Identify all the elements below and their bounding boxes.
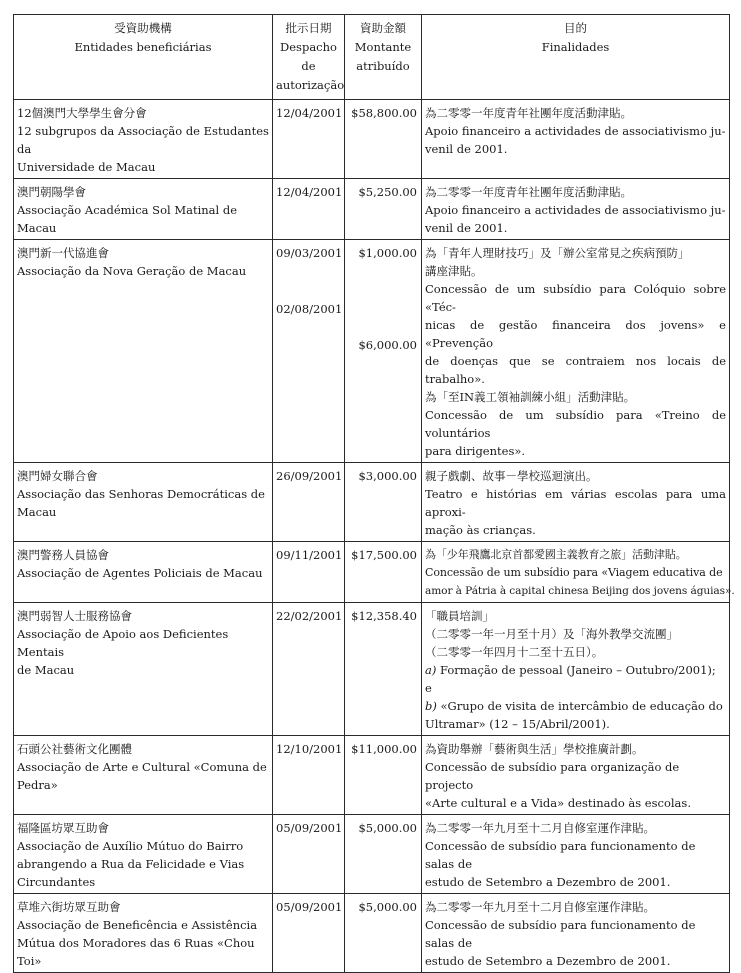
subsidy-table: [13, 14, 735, 973]
amount-cell: $5,250.00: [345, 179, 422, 240]
amount-cell: $12,358.40: [345, 603, 422, 736]
date-cell: 05/09/2001: [273, 894, 345, 973]
purpose-cell: 為二零零一年九月至十二月自修室運作津貼。 Concessão de subsídio para funcionamento de salas de estudo de Setembro a Dezembro de 2001.: [422, 894, 730, 973]
purpose-cell: 為二零零一年度青年社團年度活動津貼。 Apoio financeiro a actividades de associativismo ju- venil de 2001.: [422, 100, 730, 179]
entity-cell: 澳門婦女聯合會 Associação das Senhoras Democráticas de Macau: [14, 463, 273, 542]
amount-cell: $58,800.00: [345, 100, 422, 179]
table-row: [14, 542, 730, 603]
entity-cell: 澳門新一代協進會 Associação da Nova Geração de Macau: [14, 240, 273, 463]
table-row: [14, 603, 730, 736]
purpose-cell: 「職員培訓」 （二零零一年一月至十月）及「海外教學交流團」 （二零零一年四月十二至十五日）。 a) Formação de pessoal (Janeiro – Outubro/2001); e b) «Grupo de visita de intercâmbio de educação do Ultramar» (12 – 15/Abril/2001).: [422, 603, 730, 736]
header-row: [14, 15, 730, 100]
entity-cell: 12個澳門大學學生會分會 12 subgrupos da Associação de Estudantes da Universidade de Macau: [14, 100, 273, 179]
table-row: [14, 815, 730, 894]
entity-cell: 澳門弱智人士服務協會 Associação de Apoio aos Deficientes Mentais de Macau: [14, 603, 273, 736]
purpose-cell: 為二零零一年九月至十二月自修室運作津貼。 Concessão de subsídio para funcionamento de salas de estudo de Setembro a Dezembro de 2001.: [422, 815, 730, 894]
date-cell: 26/09/2001: [273, 463, 345, 542]
purpose-cell: 為「少年飛鷹北京首都愛國主義教育之旅」活動津貼。 Concessão de um subsídio para «Viagem educativa de amor à Pátria à capital chinesa Beijing dos jovens águias».: [422, 542, 730, 603]
entity-cell: 澳門朝陽學會 Associação Académica Sol Matinal de Macau: [14, 179, 273, 240]
header-entities: 受資助機構 Entidades beneficiárias: [14, 15, 273, 100]
table-row: [14, 463, 730, 542]
date-cell: 12/04/2001: [273, 100, 345, 179]
date-cell: 12/10/2001: [273, 736, 345, 815]
amount-cell: $1,000.00 $6,000.00: [345, 240, 422, 463]
entity-cell: 澳門警務人員協會 Associação de Agentes Policiais de Macau: [14, 542, 273, 603]
date-cell: 12/04/2001: [273, 179, 345, 240]
purpose-cell: 為資助舉辦「藝術與生活」學校推廣計劃。 Concessão de subsídio para organização de projecto «Arte cultural e a Vida» destinado às escolas.: [422, 736, 730, 815]
amount-cell: $11,000.00: [345, 736, 422, 815]
table-row: [14, 240, 730, 463]
amount-cell: $17,500.00: [345, 542, 422, 603]
date-cell: 22/02/2001: [273, 603, 345, 736]
header-amount: 資助金額 Montante atribuído: [345, 15, 422, 100]
date-cell: 05/09/2001: [273, 815, 345, 894]
entity-cell: 石頭公社藝術文化團體 Associação de Arte e Cultural «Comuna de Pedra»: [14, 736, 273, 815]
date-cell: 09/03/2001 02/08/2001: [273, 240, 345, 463]
header-purpose: 目的 Finalidades: [422, 15, 730, 100]
purpose-cell: 親子戲劇、故事－學校巡迴演出。 Teatro e histórias em várias escolas para uma aproxi- mação às crianças.: [422, 463, 730, 542]
entity-cell: 草堆六街坊眾互助會 Associação de Beneficência e Assistência Mútua dos Moradores das 6 Ruas «Chou Toi»: [14, 894, 273, 973]
amount-cell: $5,000.00: [345, 894, 422, 973]
entity-cell: 福隆區坊眾互助會 Associação de Auxílio Mútuo do Bairro abrangendo a Rua da Felicidade e Vias Circundantes: [14, 815, 273, 894]
amount-cell: $5,000.00: [345, 815, 422, 894]
purpose-cell: 為「青年人理財技巧」及「辦公室常見之疾病預防」 講座津貼。 Concessão de um subsídio para Colóquio sobre «Téc- nicas de gestão financeira dos jovens» e «Prevenção de doenças que se contraiem nos locais de trabalho». 為「至IN義工領袖訓練小組」活動津貼。 Concessão de um subsídio para «Treino de voluntários para dirigentes».: [422, 240, 730, 463]
table-row: [14, 179, 730, 240]
table-row: [14, 736, 730, 815]
header-date: 批示日期 Despacho de autorização: [273, 15, 345, 100]
date-cell: 09/11/2001: [273, 542, 345, 603]
purpose-cell: 為二零零一年度青年社團年度活動津貼。 Apoio financeiro a actividades de associativismo ju- venil de 2001.: [422, 179, 730, 240]
amount-cell: $3,000.00: [345, 463, 422, 542]
table-row: [14, 894, 730, 973]
table-row: [14, 100, 730, 179]
